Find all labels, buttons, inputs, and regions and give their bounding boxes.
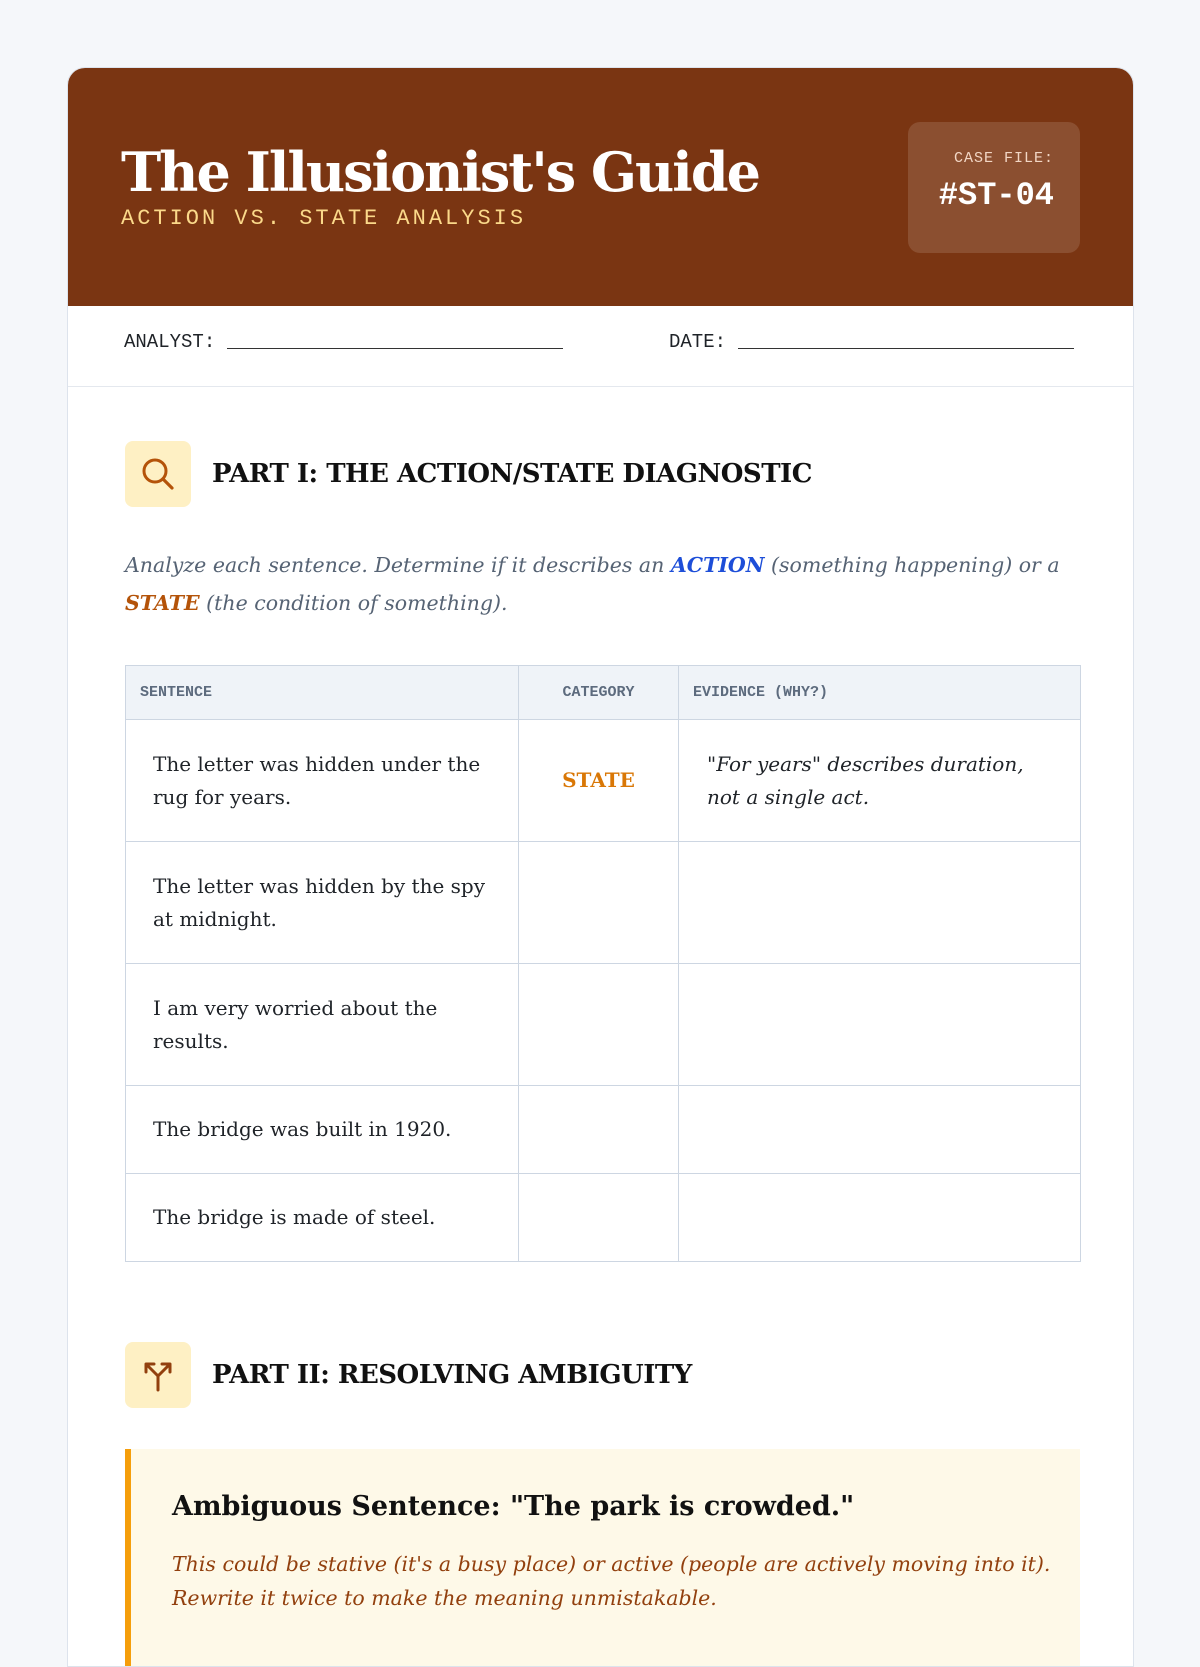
table-row <box>126 1086 1081 1174</box>
header-category: CATEGORY <box>519 666 679 720</box>
evidence-cell[interactable] <box>679 842 1081 964</box>
search-icon <box>125 441 191 507</box>
sentence-cell: The letter was hidden by the spy at midnight. <box>126 842 519 964</box>
ambiguous-sentence-instructions: This could be stative (it's a busy place) or active (people are actively moving into it). Rewrite it twice to make the meaning unmistakable. <box>172 1552 1051 1610</box>
evidence-cell[interactable]: "For years" describes duration, not a single act. <box>679 720 1081 842</box>
page-subtitle: ACTION VS. STATE ANALYSIS <box>121 206 527 231</box>
page-title: The Illusionist's Guide <box>121 140 759 204</box>
evidence-cell[interactable] <box>679 1086 1081 1174</box>
analyst-blank-line[interactable] <box>227 348 563 349</box>
header-evidence: EVIDENCE (WHY?) <box>679 666 1081 720</box>
date-label: DATE: <box>669 331 727 353</box>
date-blank-line[interactable] <box>738 348 1074 349</box>
table-row <box>126 720 1081 842</box>
table-row <box>126 1174 1081 1262</box>
category-cell[interactable] <box>519 842 679 964</box>
worksheet-card <box>67 67 1134 1667</box>
keyword-action: ACTION <box>670 553 765 577</box>
category-cell[interactable] <box>519 1174 679 1262</box>
category-cell[interactable]: STATE <box>519 720 679 842</box>
intro-text-before: Analyze each sentence. Determine if it describes an <box>125 553 671 577</box>
ambiguity-callout <box>125 1449 1080 1667</box>
part1-instructions <box>125 546 1085 622</box>
meta-row <box>68 306 1133 387</box>
evidence-cell[interactable] <box>679 964 1081 1086</box>
intro-text-middle: (something happening) or a <box>764 553 1060 577</box>
sentence-cell: I am very worried about the results. <box>126 964 519 1086</box>
sentence-cell: The letter was hidden under the rug for years. <box>126 720 519 842</box>
sentence-cell: The bridge was built in 1920. <box>126 1086 519 1174</box>
date-field[interactable] <box>669 331 1074 353</box>
intro-text-after: (the condition of something). <box>199 591 508 615</box>
category-cell[interactable] <box>519 1086 679 1174</box>
category-cell[interactable] <box>519 964 679 1086</box>
evidence-cell[interactable] <box>679 1174 1081 1262</box>
header-sentence: SENTENCE <box>126 666 519 720</box>
part1-title: PART I: THE ACTION/STATE DIAGNOSTIC <box>212 459 812 489</box>
table-row <box>126 842 1081 964</box>
case-file-badge <box>908 122 1080 253</box>
sentence-cell: The bridge is made of steel. <box>126 1174 519 1262</box>
part2-title: PART II: RESOLVING AMBIGUITY <box>212 1360 692 1390</box>
case-file-id: #ST-04 <box>938 177 1054 214</box>
analyst-field[interactable] <box>124 331 563 353</box>
table-row <box>126 964 1081 1086</box>
diagnostic-table <box>125 665 1081 1262</box>
ambiguous-sentence-title: Ambiguous Sentence: "The park is crowded." <box>172 1491 855 1522</box>
worksheet-header <box>68 68 1133 306</box>
keyword-state: STATE <box>125 591 200 615</box>
analyst-label: ANALYST: <box>124 331 216 353</box>
split-arrow-icon <box>125 1342 191 1408</box>
case-file-label: CASE FILE: <box>953 150 1054 167</box>
